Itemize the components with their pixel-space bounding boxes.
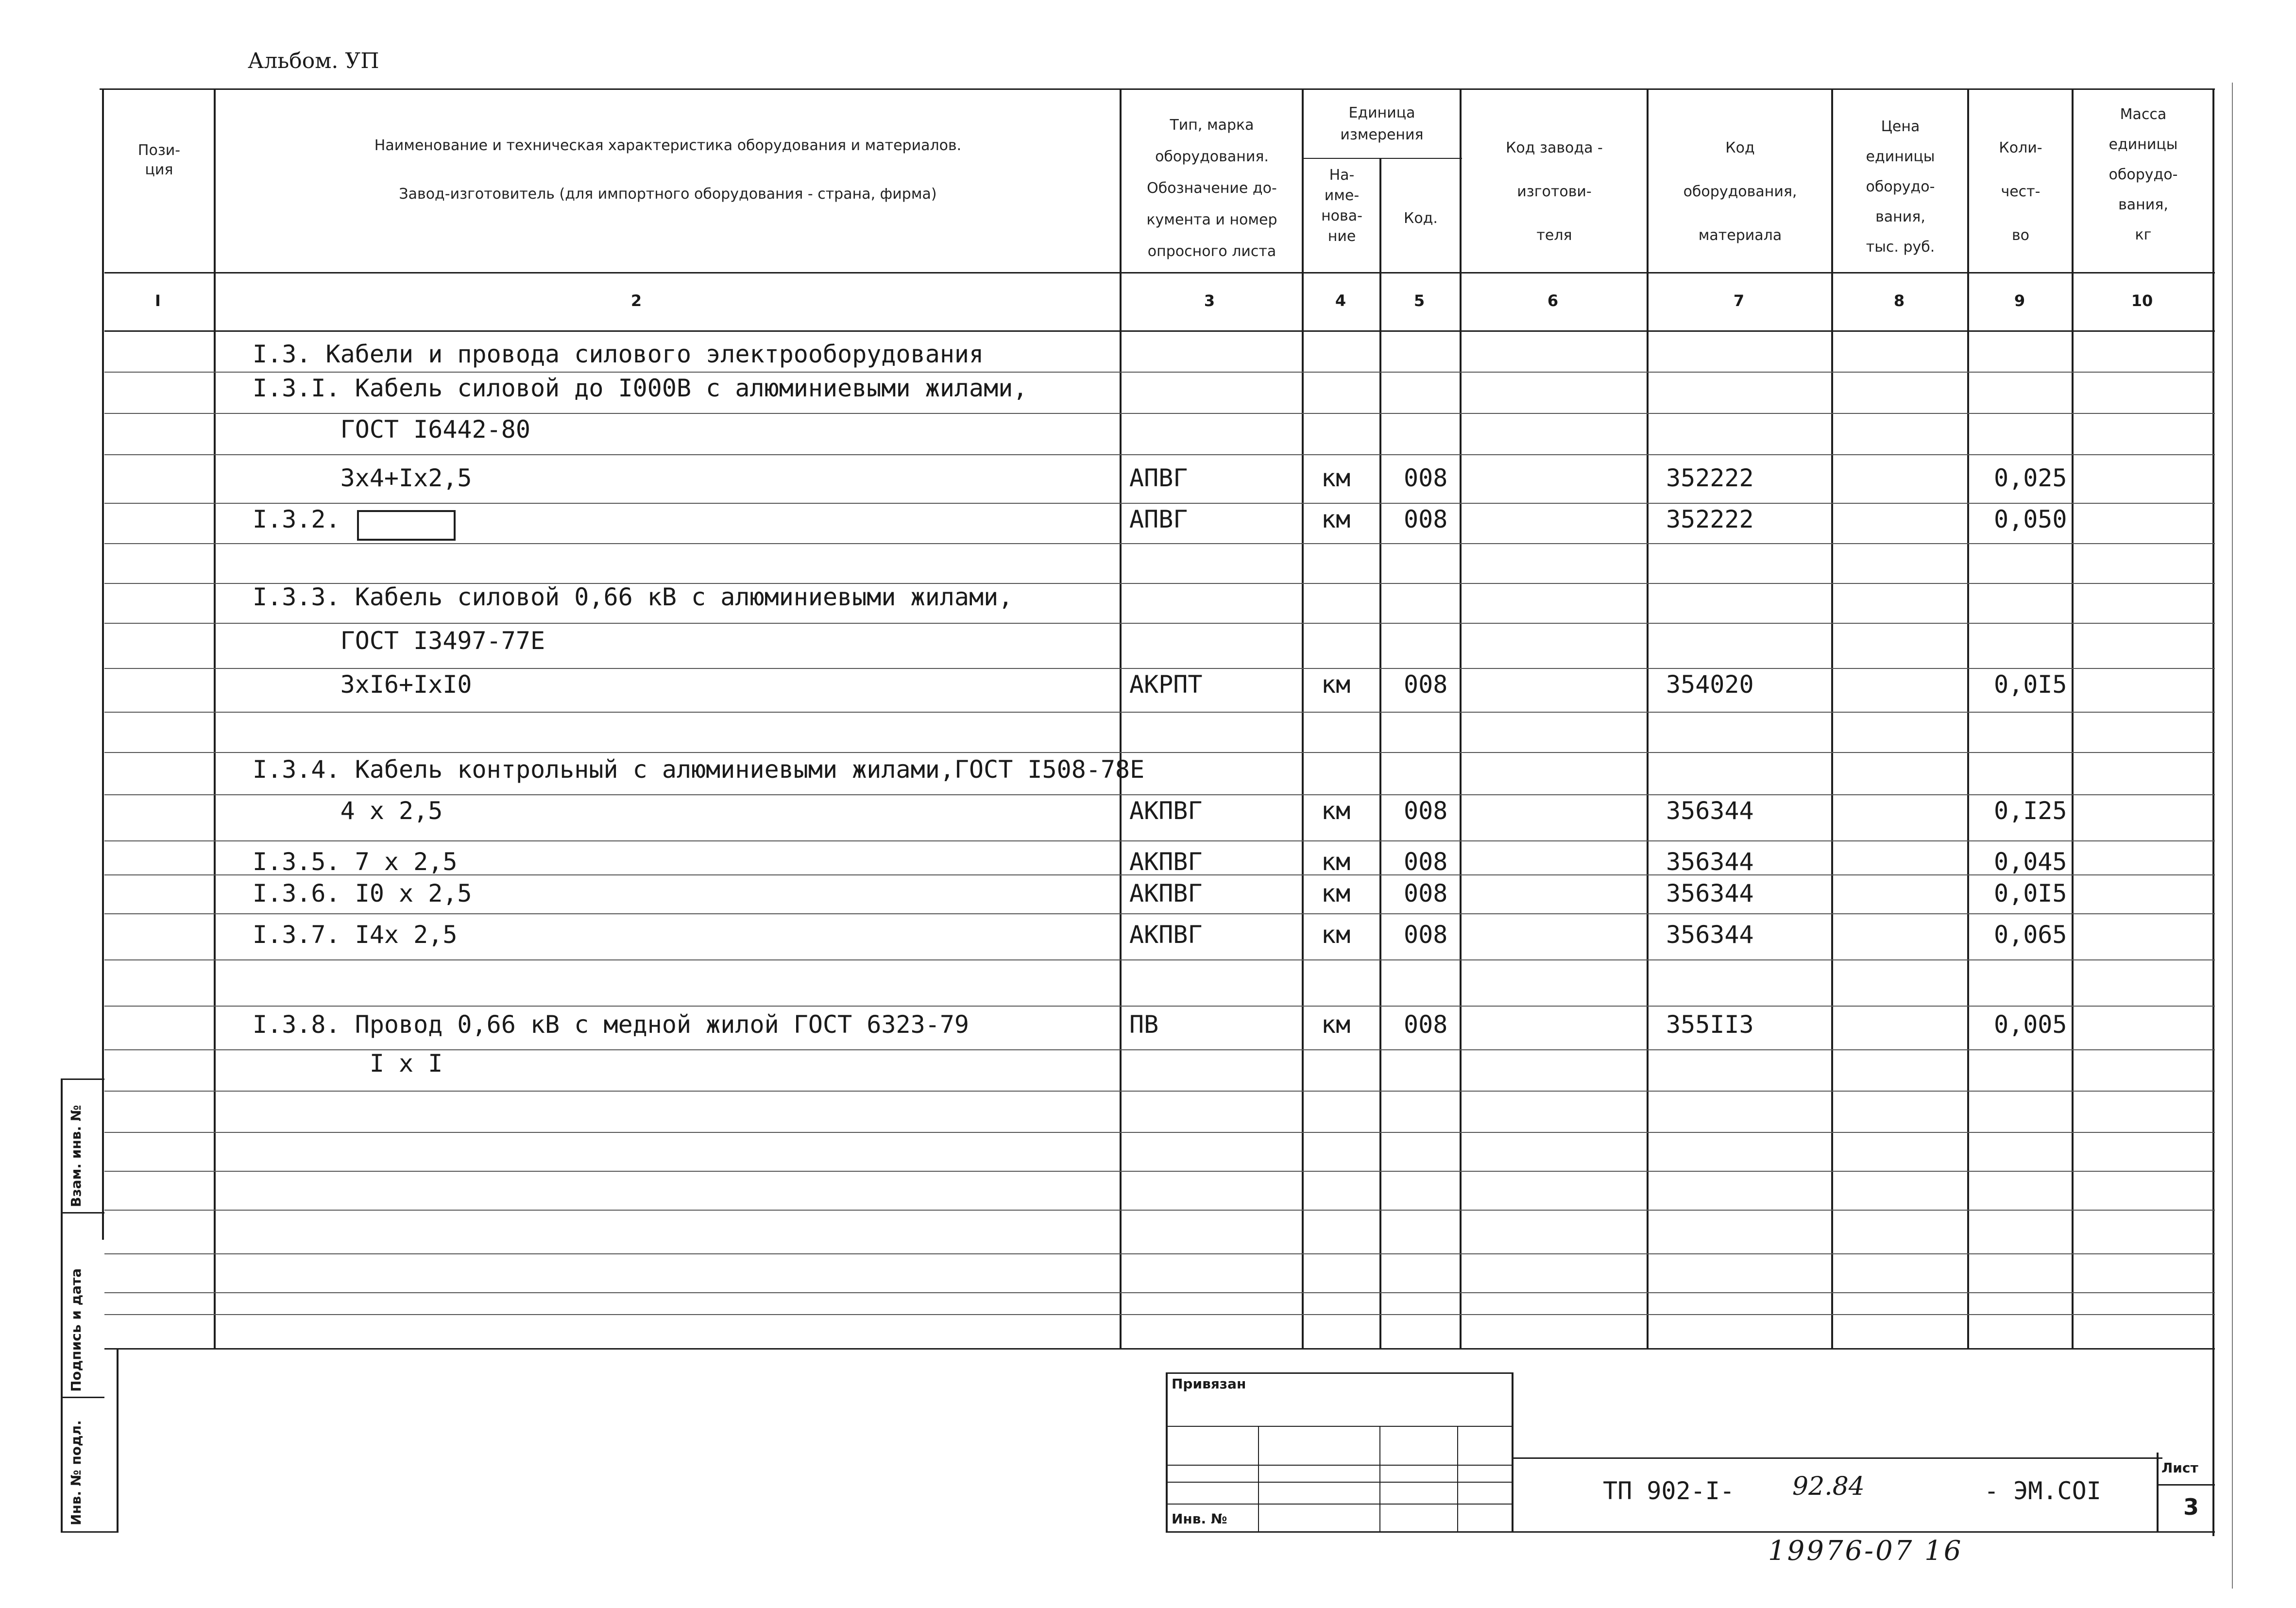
row-divider [104, 1091, 2215, 1092]
row-name: I.3.4. Кабель контрольный с алюминиевыми жилами,ГОСТ I508-78Е [253, 755, 1145, 784]
row-quantity: 0,0I5 [1994, 670, 2067, 699]
row-unit: км [1321, 921, 1351, 949]
row-type: ПВ [1129, 1010, 1159, 1039]
row-name: I.3. Кабели и провода силового электрооборудования [253, 340, 984, 368]
row-unit-code: 008 [1404, 670, 1448, 699]
row-quantity: 0,065 [1994, 921, 2067, 949]
row-material-code: 356344 [1666, 921, 1754, 949]
colnum-7: 7 [1733, 291, 1745, 310]
header-price: Цена единицы оборудо- вания, тыс. руб. [1866, 118, 1935, 256]
row-unit-code: 008 [1404, 848, 1448, 876]
row-quantity: 0,005 [1994, 1010, 2067, 1039]
colnum-5: 5 [1413, 291, 1425, 310]
header-unit-name: На- име- нова- ние [1321, 167, 1362, 245]
row-name: I.3.3. Кабель силовой 0,66 кВ с алюминиевыми жилами, [253, 583, 1013, 611]
row-name: I x I [253, 1049, 443, 1078]
row-divider [104, 454, 2215, 455]
header-type: Тип, марка оборудования. Обозначение до- кумента и номер опросного листа [1146, 117, 1277, 260]
row-unit-code: 008 [1404, 921, 1448, 949]
row-unit-code: 008 [1404, 797, 1448, 825]
row-quantity: 0,025 [1994, 464, 2067, 492]
row-material-code: 352222 [1666, 505, 1754, 533]
row-divider [104, 712, 2215, 713]
header-position: Пози- ция [137, 142, 181, 178]
row-unit: км [1321, 505, 1351, 533]
row-name: ГОСТ I3497-77Е [253, 627, 545, 655]
row-material-code: 355II3 [1666, 1010, 1754, 1039]
row-material-code: 354020 [1666, 670, 1754, 699]
row-unit-code: 008 [1404, 879, 1448, 907]
header-mass: Масса единицы оборудо- вания, кг [2109, 106, 2178, 243]
header-name-line2: Завод-изготовитель (для импортного оборудования - страна, фирма) [399, 186, 937, 203]
row-type: АПВГ [1129, 505, 1188, 533]
blank-field-box [357, 510, 456, 541]
row-quantity: 0,0I5 [1994, 879, 2067, 907]
side-label-inv: Инв. № подл. [68, 1420, 84, 1525]
row-divider [104, 1132, 2215, 1133]
stamp-inv-no: Инв. № [1172, 1511, 1227, 1527]
row-unit: км [1321, 1010, 1351, 1039]
header-quantity: Коли- чест- во [1999, 139, 2042, 244]
row-name: I.3.5. 7 x 2,5 [253, 848, 458, 876]
row-name: 4 x 2,5 [253, 797, 443, 825]
row-name: I.3.6. I0 x 2,5 [253, 879, 472, 907]
row-name: I.3.2. [253, 505, 340, 533]
row-unit: км [1321, 797, 1351, 825]
row-quantity: 0,I25 [1994, 797, 2067, 825]
row-name: I.3.7. I4x 2,5 [253, 921, 458, 949]
row-material-code: 356344 [1666, 848, 1754, 876]
album-label: Альбом. УП [248, 49, 379, 73]
row-divider [104, 372, 2215, 373]
row-name: 3xI6+IxI0 [253, 670, 472, 699]
sheet-label: Лист [2161, 1460, 2198, 1476]
row-divider [104, 840, 2215, 841]
row-unit-code: 008 [1404, 464, 1448, 492]
row-divider [104, 1292, 2215, 1293]
row-unit-code: 008 [1404, 1010, 1448, 1039]
row-quantity: 0,045 [1994, 848, 2067, 876]
row-name: I.3.8. Провод 0,66 кВ с медной жилой ГОСТ 6323-79 [253, 1010, 969, 1039]
colnum-1: I [155, 291, 161, 310]
header-name-line1: Наименование и техническая характеристика оборудования и материалов. [374, 137, 962, 154]
row-unit: км [1321, 670, 1351, 699]
header-material-code: Код оборудования, материала [1683, 139, 1797, 244]
doc-code-left: ТП 902-I- [1603, 1477, 1735, 1505]
bottom-number: 19976-07 16 [1768, 1535, 1963, 1567]
colnum-3: 3 [1204, 291, 1215, 310]
row-unit: км [1321, 464, 1351, 492]
row-name: 3x4+Ix2,5 [253, 464, 472, 492]
row-divider [104, 623, 2215, 624]
row-divider [104, 1171, 2215, 1172]
header-factory-code: Код завода - изготови- теля [1506, 139, 1603, 244]
row-type: АКПВГ [1129, 797, 1203, 825]
row-type: АКПВГ [1129, 848, 1203, 876]
row-type: АКПВГ [1129, 921, 1203, 949]
row-divider [104, 413, 2215, 414]
row-name: I.3.I. Кабель силовой до I000В с алюминиевыми жилами, [253, 374, 1028, 402]
colnum-6: 6 [1547, 291, 1559, 310]
row-divider [104, 668, 2215, 669]
row-material-code: 356344 [1666, 879, 1754, 907]
row-divider [104, 503, 2215, 504]
row-material-code: 356344 [1666, 797, 1754, 825]
row-type: АКПВГ [1129, 879, 1203, 907]
colnum-10: 10 [2131, 291, 2153, 310]
doc-code-right: - ЭМ.СОI [1984, 1477, 2101, 1505]
colnum-8: 8 [1893, 291, 1905, 310]
row-divider [104, 1253, 2215, 1254]
row-divider [104, 794, 2215, 795]
side-label-podpis: Подпись и дата [68, 1268, 84, 1392]
header-unit-code: Код. [1404, 210, 1438, 227]
row-divider [104, 913, 2215, 914]
row-unit: км [1321, 848, 1351, 876]
row-divider [104, 1006, 2215, 1007]
row-unit-code: 008 [1404, 505, 1448, 533]
colnum-9: 9 [2014, 291, 2025, 310]
row-quantity: 0,050 [1994, 505, 2067, 533]
row-divider [104, 1210, 2215, 1211]
colnum-4: 4 [1335, 291, 1346, 310]
doc-code-handwritten: 92.84 [1792, 1472, 1865, 1501]
sheet-number: 3 [2183, 1494, 2199, 1520]
row-divider [104, 543, 2215, 544]
row-divider [104, 752, 2215, 753]
row-type: АПВГ [1129, 464, 1188, 492]
row-divider [104, 959, 2215, 960]
side-label-vzam: Взам. инв. № [68, 1105, 84, 1207]
row-name: ГОСТ I6442-80 [253, 415, 530, 444]
stamp-privyazan: Привязан [1172, 1376, 1246, 1392]
row-material-code: 352222 [1666, 464, 1754, 492]
header-unit-group: Единица измерения [1340, 104, 1424, 143]
row-divider [104, 1314, 2215, 1315]
row-unit: км [1321, 879, 1351, 907]
row-type: АКРПТ [1129, 670, 1203, 699]
colnum-2: 2 [630, 291, 642, 310]
